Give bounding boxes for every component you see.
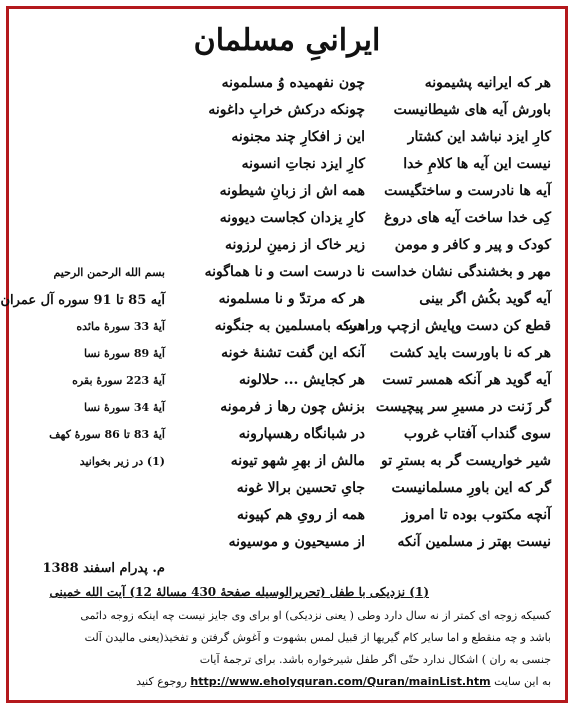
- poem-row: [9, 534, 565, 561]
- second-hemistich: کارِ یزدان کجاست دیوونه: [219, 210, 365, 226]
- reference-note: [7, 102, 165, 104]
- first-hemistich: هر که ایرانیه پشیمونه: [424, 75, 551, 91]
- first-hemistich: قطع کن دست وپایش ازچپ وراست: [339, 318, 551, 334]
- footnote-line-2: باشد و چه منقطع و اما سایر کام گیریها از قبیل لمس بشهوت و آغوش گرفتن و تفخیذ(یعنی مالیدن آلت: [84, 631, 551, 644]
- second-hemistich: هر کجایش ... حلالونه: [239, 372, 365, 388]
- poem-row: [9, 480, 565, 507]
- second-hemistich: آنکه این گفت تشنهٔ خونه: [221, 345, 365, 361]
- second-hemistich: نا درست است و نا هماگونه: [204, 264, 365, 280]
- poem-row: [9, 102, 565, 129]
- first-hemistich: نیست این آیه ها کلامِ خدا: [403, 156, 551, 172]
- first-hemistich: باورش آیه های شیطانیست: [393, 102, 551, 118]
- reference-note: آیهٔ 34 سورهٔ نسا: [83, 401, 165, 414]
- second-hemistich: کارِ ایزد نجاتِ انسونه: [241, 156, 365, 172]
- poem-row: [9, 237, 565, 264]
- poem-row: [9, 156, 565, 183]
- first-hemistich: شیر خواریست گر به بسترِ تو: [381, 453, 551, 469]
- poem-row: [9, 264, 565, 291]
- reference-note: [7, 480, 165, 482]
- reference-note: [7, 534, 165, 536]
- footnote-line-4: [15, 675, 551, 688]
- first-hemistich: کِی خدا ساخت آیه های دروغ: [383, 210, 551, 226]
- first-hemistich: آیه ها نادرست و ساختگیست: [384, 183, 551, 199]
- first-hemistich: آیه گوید بکُش اگر بینی: [419, 291, 551, 307]
- second-hemistich: هر که مرتدّ و نا مسلمونه: [218, 291, 365, 307]
- poem-row: [9, 453, 565, 480]
- second-hemistich: همه اش از زبانِ شیطونه: [219, 183, 365, 199]
- reference-note: [7, 507, 165, 509]
- second-hemistich: از مسیحیون و موسیونه: [228, 534, 365, 550]
- reference-note: آیهٔ 83 تا 86 سورهٔ کهف: [49, 428, 165, 441]
- footnote-line-4-prefix: به این سایت: [494, 675, 551, 688]
- first-hemistich: نیست بهتر ز مسلمین آنکه: [397, 534, 551, 550]
- poem-row: [9, 345, 565, 372]
- first-hemistich: آنچه مکتوب بوده تا امروز: [401, 507, 551, 523]
- second-hemistich: مالش از بهرِ شهو تیونه: [230, 453, 365, 469]
- reference-note: آیهٔ 223 سورهٔ بقره: [72, 374, 165, 387]
- reference-note: آیه 85 تا 91 سوره آل عمران: [0, 293, 165, 308]
- second-hemistich: در شبانگاه رهسپارونه: [238, 426, 365, 442]
- reference-note: بسم الله الرحمن الرحیم: [53, 266, 165, 279]
- poem-row: [9, 426, 565, 453]
- poem-row: [9, 183, 565, 210]
- reference-note: آیهٔ 89 سورهٔ نسا: [83, 347, 165, 360]
- first-hemistich: کودک و پیر و کافر و مومن: [394, 237, 551, 253]
- reference-note: (1) در زیر بخوانید: [79, 455, 165, 468]
- poem-row: [9, 399, 565, 426]
- poem-row: [0, 291, 565, 318]
- reference-note: [7, 156, 165, 158]
- second-hemistich: زیر خاک از زمینِ لرزونه: [224, 237, 365, 253]
- reference-note: [7, 210, 165, 212]
- second-hemistich: چون نفهمیده وُ مسلمونه: [221, 75, 365, 91]
- poem-row: [9, 129, 565, 156]
- quran-site-link[interactable]: http://www.eholyquran.com/Quran/mainList.htm: [190, 675, 491, 688]
- poem-row: [9, 318, 565, 345]
- second-hemistich: این ز افکارِ چند مجنونه: [231, 129, 365, 145]
- second-hemistich: بزنش چون رها ز فرمونه: [220, 399, 365, 415]
- first-hemistich: آیه گوید هر آنکه همسر تست: [382, 372, 551, 388]
- footnote-line-3: جنسی به ران ) اشکال ندارد حتّی اگر طفل شیرخواره باشد. برای ترجمهٔ آیات: [199, 653, 551, 666]
- reference-note: [7, 237, 165, 239]
- poem-row: [9, 75, 565, 102]
- first-hemistich: مهر و بخشندگی نشان خداست: [371, 264, 551, 280]
- second-hemistich: چونکه درکش خرابِ داغونه: [208, 102, 365, 118]
- reference-note: آیهٔ 33 سورهٔ مائده: [76, 320, 165, 333]
- footnote-line-4-suffix: روجوع کنید: [136, 675, 187, 688]
- first-hemistich: گر که این باورِ مسلمانیست: [391, 480, 551, 496]
- first-hemistich: کارِ ایزد نباشد این کشتار: [407, 129, 551, 145]
- poem-row: [9, 372, 565, 399]
- poem-frame: [0, 6, 568, 703]
- footnote-line-1: کسیکه زوجه ای کمتر از نه سال دارد وطی ( یعنی نزدیکی) او برای وی جایز نیست چه اینکه زوجه دائمی: [80, 609, 551, 622]
- second-hemistich: هرکه بامسلمین به جنگونه: [214, 318, 365, 334]
- first-hemistich: سوی گنداب آفتاب غروب: [403, 426, 551, 442]
- poem-signature: م. پدرام اسفند 1388: [42, 561, 165, 576]
- reference-note: [7, 129, 165, 131]
- poem-row: [9, 210, 565, 237]
- second-hemistich: همه از رویِ هم کپیونه: [236, 507, 365, 523]
- second-hemistich: جایِ تحسین برالا غونه: [236, 480, 365, 496]
- reference-note: [7, 75, 165, 77]
- first-hemistich: هر که نا باورست باید کشت: [389, 345, 551, 361]
- footnote-title: (1) نزدیکی با طفل (تحریرالوسیله صفحهٔ 430 مسالهٔ 12) آیت الله خمینی: [49, 585, 429, 599]
- poem-title: ایرانیِ مسلمان: [193, 23, 381, 58]
- reference-note: [7, 183, 165, 185]
- first-hemistich: گر زَنت در مسیرِ سر پیچیست: [375, 399, 551, 415]
- poem-row: [9, 507, 565, 534]
